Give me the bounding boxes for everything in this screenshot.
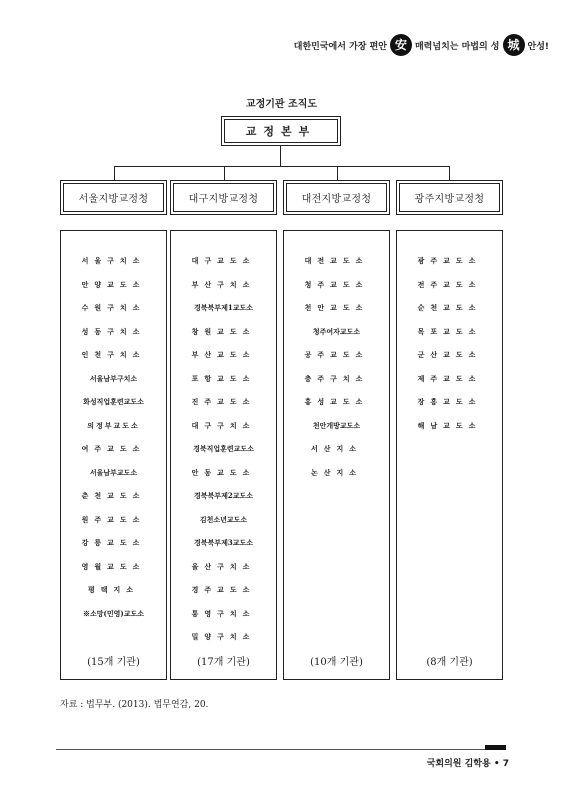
institution-item: 안양교도소	[81, 279, 146, 289]
header-badge-an: 安	[390, 34, 412, 56]
institution-item: 진주교도소	[191, 397, 256, 406]
footer-rule-accent	[485, 745, 506, 750]
institution-item: 김천소년교도소	[199, 514, 248, 524]
institution-item: 부산교도소	[191, 350, 256, 359]
region-name: 서울지방교정청	[63, 183, 164, 212]
institution-count: (10개 기관)	[310, 657, 363, 668]
connector-drop-seoul	[114, 166, 115, 180]
institution-item: 전주교도소	[417, 279, 482, 289]
source-note: 자료 : 법무부. (2013). 법무연감, 20.	[60, 700, 209, 710]
region-box-seoul	[60, 180, 167, 215]
institution-item: 경북직업훈련교도소	[193, 444, 254, 453]
institution-item: 인천구치소	[81, 350, 146, 359]
region-box-gwangju	[396, 180, 503, 215]
institution-item: 대전교도소	[304, 256, 369, 265]
institution-item: 청주교도소	[304, 279, 369, 289]
institution-item: 통영구치소	[191, 608, 256, 618]
institution-item: 서울구치소	[81, 256, 146, 265]
institution-item: 수원구치소	[81, 303, 146, 312]
institution-item: 청주여자교도소	[312, 326, 361, 336]
institution-item: ※소망(민영)교도소	[83, 608, 144, 618]
page-number: 7	[502, 759, 509, 769]
region-box-daegu	[170, 180, 277, 215]
institution-item: 성동구치소	[81, 326, 146, 336]
institution-item: 광주교도소	[417, 256, 482, 265]
institution-item: 밀양구치소	[191, 632, 256, 641]
region-name: 광주지방교정청	[399, 183, 500, 212]
institution-item: 대구교도소	[191, 256, 256, 265]
chart-title: 교정기관 조직도	[245, 99, 318, 110]
institution-item: 원주교도소	[81, 514, 146, 524]
institution-item: 서울남부구치소	[89, 373, 138, 383]
institution-item: 홍성교도소	[304, 397, 369, 406]
institution-item: 부산구치소	[191, 279, 256, 289]
institution-item: 경북북부제1교도소	[194, 303, 253, 312]
institution-item: 서울남부교도소	[89, 467, 138, 477]
institution-item: 의정부교도소	[87, 420, 140, 430]
institution-item: 천안교도소	[304, 303, 369, 312]
footer-bullet: •	[493, 759, 503, 769]
institution-item: 제주교도소	[417, 373, 482, 383]
page-header	[294, 30, 549, 60]
institution-item: 군산교도소	[417, 350, 482, 359]
institution-count: (17개 기관)	[197, 657, 250, 668]
page-footer	[427, 756, 509, 769]
header-slogan-right: 안성!	[527, 41, 549, 52]
institution-item: 창원교도소	[191, 326, 256, 336]
institution-item: 충주구치소	[304, 373, 369, 383]
region-box-daejeon	[283, 180, 390, 215]
institution-item: 순천교도소	[417, 303, 482, 312]
region-column-seoul	[60, 230, 167, 680]
header-badge-seong: 城	[503, 34, 525, 56]
institution-item: 목포교도소	[417, 326, 482, 336]
institution-list	[171, 249, 276, 649]
institution-item: 경북북부제3교도소	[194, 538, 253, 547]
headquarters-box	[221, 116, 341, 146]
region-name: 대전지방교정청	[286, 183, 387, 212]
institution-item: 논산지소	[310, 467, 363, 477]
header-slogan-middle: 매력넘치는 마법의 성	[414, 41, 500, 52]
institution-list	[61, 249, 166, 625]
footer-label: 국회의원 김학용	[426, 759, 491, 769]
hq-connector-vertical	[280, 145, 281, 166]
connector-drop-daejeon	[337, 166, 338, 180]
region-column-daegu	[170, 230, 277, 680]
institution-item: 여주교도소	[81, 444, 146, 453]
institution-count: (8개 기관)	[426, 657, 473, 668]
institution-item: 대구구치소	[191, 420, 256, 430]
institution-item: 영월교도소	[81, 561, 146, 571]
header-slogan-left: 대한민국에서 가장 편안	[293, 41, 387, 52]
connector-drop-daegu	[224, 166, 225, 180]
institution-item: 평택지소	[87, 585, 140, 594]
institution-item: 포항교도소	[191, 373, 256, 383]
institution-item: 경북북부제2교도소	[194, 491, 253, 500]
headquarters-label: 교정본부	[224, 119, 338, 143]
connector-horizontal	[114, 166, 449, 167]
institution-item: 화성직업훈련교도소	[83, 397, 144, 406]
region-column-gwangju	[396, 230, 503, 680]
institution-item: 천안개방교도소	[312, 420, 361, 430]
institution-list	[284, 249, 389, 484]
institution-item: 안동교도소	[191, 467, 256, 477]
institution-item: 울산구치소	[191, 561, 256, 571]
institution-item: 강릉교도소	[81, 538, 146, 547]
institution-item: 공주교도소	[304, 350, 369, 359]
institution-item: 장흥교도소	[417, 397, 482, 406]
institution-item: 해남교도소	[417, 420, 482, 430]
institution-count: (15개 기관)	[87, 657, 140, 668]
connector-drop-gwangju	[449, 166, 450, 180]
region-name: 대구지방교정청	[173, 183, 274, 212]
footer-rule	[56, 749, 506, 750]
institution-item: 서산지소	[310, 444, 363, 453]
region-column-daejeon	[283, 230, 390, 680]
institution-list	[397, 249, 502, 437]
institution-item: 춘천교도소	[81, 491, 146, 500]
institution-item: 경주교도소	[191, 585, 256, 594]
